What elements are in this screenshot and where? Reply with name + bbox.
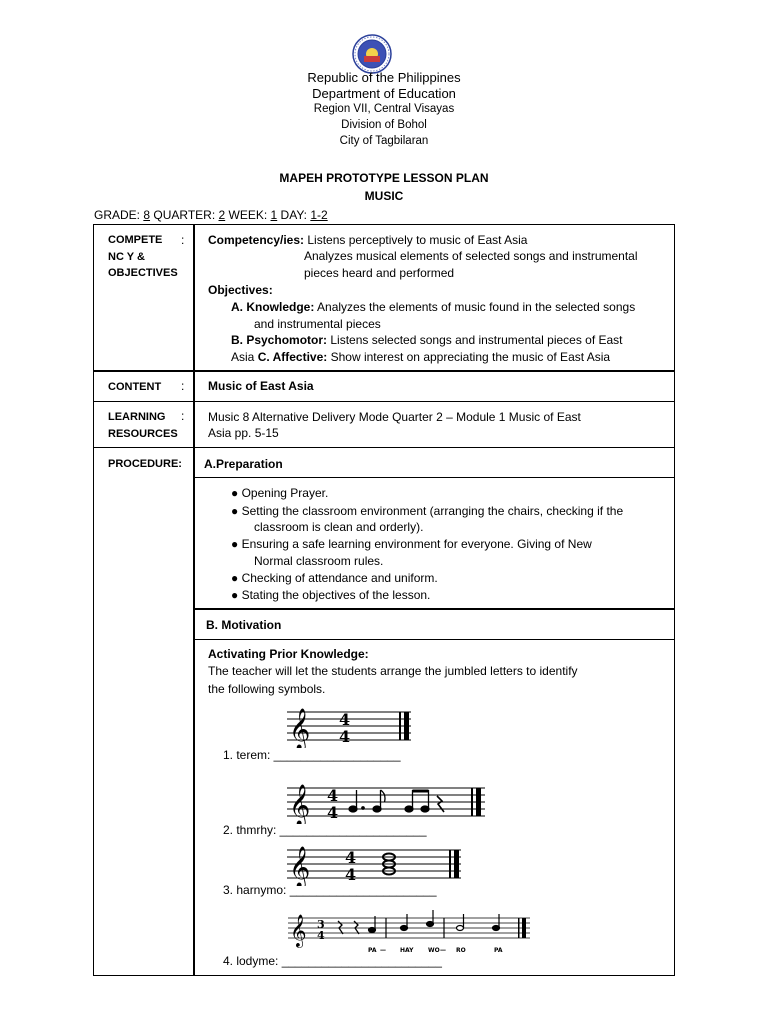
competency-colon: : xyxy=(181,233,185,247)
procedure-label: PROCEDURE: xyxy=(108,458,182,470)
objective-a-cont: and instrumental pieces xyxy=(254,317,381,331)
objective-a: A. Knowledge: Analyzes the elements of music found in the selected songs xyxy=(231,300,636,314)
melody-syllable-4: RO xyxy=(456,947,466,954)
instruction-line1: The teacher will let the students arrange the jumbled letters to identify xyxy=(208,664,578,678)
resources-label: LEARNING RESOURCES xyxy=(108,411,178,440)
competency-line2: Analyzes musical elements of selected songs and instrumental xyxy=(304,249,638,263)
department-line: Department of Education xyxy=(312,86,456,101)
content-value: Music of East Asia xyxy=(208,379,314,393)
melody-syllable-2: HAY xyxy=(400,947,414,954)
content-label: CONTENT xyxy=(108,381,162,393)
svg-text:𝄞: 𝄞 xyxy=(289,847,311,886)
svg-text:4: 4 xyxy=(339,710,351,729)
instruction-line2: the following symbols. xyxy=(208,682,326,696)
lesson-plan-subtitle: MUSIC xyxy=(364,189,404,203)
region-line: Region VII, Central Visayas xyxy=(313,103,455,115)
competency-line3: pieces heard and performed xyxy=(304,266,455,280)
jumble-item-2: 2. thmrhy: ______________________ xyxy=(223,823,427,837)
notation-meter-image xyxy=(287,704,413,753)
objectives-heading: Objectives: xyxy=(208,283,273,297)
prep-item-4: ● Checking of attendance and uniform. xyxy=(231,571,438,585)
prep-item-5: ● Stating the objectives of the lesson. xyxy=(231,588,431,602)
svg-text:4: 4 xyxy=(327,786,339,805)
competency-label: COMPETE NC Y & OBJECTIVES xyxy=(108,234,178,279)
objective-c: Asia C. Affective: Show interest on appreciating the music of East Asia xyxy=(231,350,611,364)
prep-item-1: ● Opening Prayer. xyxy=(231,486,329,500)
svg-text:4: 4 xyxy=(327,803,339,822)
jumble-item-3: 3. harnymo: ______________________ xyxy=(223,883,437,897)
prep-item-2: ● Setting the classroom environment (arranging the chairs, checking if the xyxy=(231,504,624,518)
city-line: City of Tagbilaran xyxy=(339,135,429,147)
republic-line: Republic of the Philippines xyxy=(307,70,461,85)
preparation-title: A.Preparation xyxy=(204,457,283,471)
objective-b: B. Psychomotor: Listens selected songs and instrumental pieces of East xyxy=(231,333,623,347)
deped-seal xyxy=(352,34,392,74)
prep-item-2-cont: classroom is clean and orderly). xyxy=(254,520,424,534)
melody-syllable-3: WO xyxy=(428,947,440,954)
svg-text:4: 4 xyxy=(317,929,325,942)
svg-text:𝄞: 𝄞 xyxy=(289,785,311,824)
svg-text:𝄞: 𝄞 xyxy=(290,914,307,947)
svg-text:—: — xyxy=(440,947,446,954)
content-colon: : xyxy=(181,379,185,393)
prior-knowledge-title: Activating Prior Knowledge: xyxy=(208,647,369,661)
svg-text:4: 4 xyxy=(345,865,357,884)
svg-text:4: 4 xyxy=(345,848,357,867)
jumble-item-1: 1. terem: ___________________ xyxy=(223,748,401,762)
lesson-plan-title: MAPEH PROTOTYPE LESSON PLAN xyxy=(279,171,489,185)
prep-item-3: ● Ensuring a safe learning environment for everyone. Giving of New xyxy=(231,537,592,551)
resources-line1: Music 8 Alternative Delivery Mode Quarter 2 – Module 1 Music of East xyxy=(208,410,581,424)
grade-line: GRADE: 8 QUARTER: 2 WEEK: 1 DAY: 1-2 xyxy=(94,208,328,222)
svg-text:3: 3 xyxy=(317,918,325,931)
svg-text:4: 4 xyxy=(339,727,351,746)
prep-item-3-cont: Normal classroom rules. xyxy=(254,554,384,568)
jumble-item-4: 4. lodyme: ________________________ xyxy=(223,954,442,968)
svg-text:𝄞: 𝄞 xyxy=(289,709,311,748)
melody-syllable-5: PA xyxy=(494,947,503,954)
svg-text:—: — xyxy=(380,947,386,954)
division-line: Division of Bohol xyxy=(341,119,427,131)
melody-syllable-1: PA xyxy=(368,947,377,954)
competency-line1: Competency/ies: Listens perceptively to music of East Asia xyxy=(208,233,528,247)
motivation-title: B. Motivation xyxy=(206,618,282,632)
resources-colon: : xyxy=(181,409,185,423)
resources-line2: Asia pp. 5-15 xyxy=(208,426,279,440)
